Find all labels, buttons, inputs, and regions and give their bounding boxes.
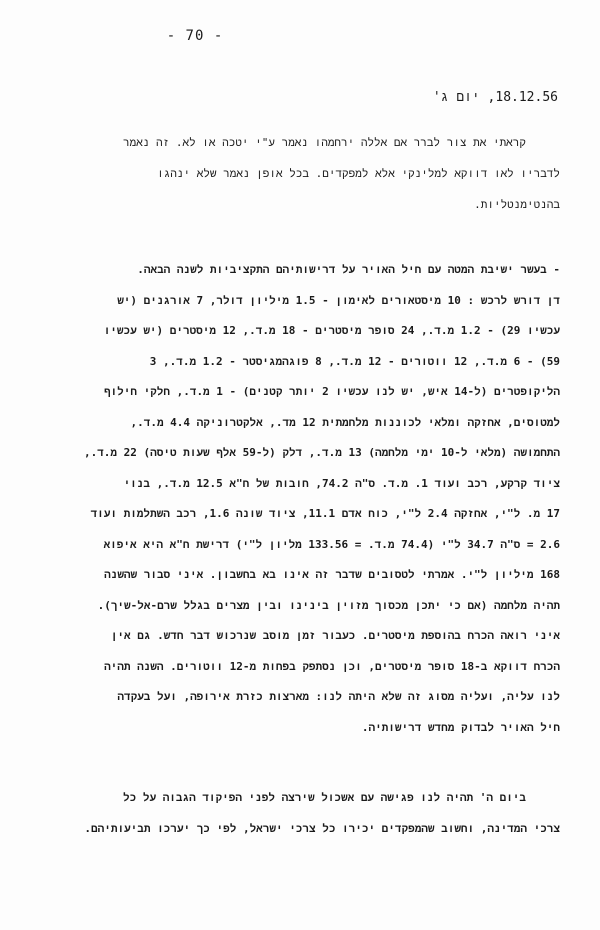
paragraph-line: עכשיו 29) - 1.2 מ.ד., 24 סופר מיסטרים - 18 מ.ד., 12 מיסטרים (יש עכשיו [103,324,560,337]
paragraph-line: בהנטימנטליות. [474,198,560,211]
paragraph-line: איני רואה הכרח בהוספת מיסטרים. כעבור זמן מוסב שנרכוש דבר חדש. גם אין [110,629,560,642]
paragraph-line: הכרח דווקא ב-18 סופר מיסטרים, וכן נסתפק בפחות מ-12 ווטורים. השנה תהיה [104,659,560,673]
paragraph-line: הליקופטרים (ל-14 איש, יש לנו עכשיו 2 יותר קטנים) - 1 מ.ד., חלקי חילוף [103,385,560,398]
paragraph-air-force-budget [84,255,560,743]
paragraph-line: למטוסים, אחזקה ומלאי לכוננות מלחמתית 12 מד., אלקטרוניקה 4.4 מ.ד., [130,415,560,429]
paragraph-line: 17 מ. ל"י, אחזקה 2.4 ל"י, כוח אדם 11.1, ציוד שונה 1.6, רכב השתלמות ועוד [90,507,560,520]
diary-date-heading: 18.12.56, יום ג' [432,90,558,105]
paragraph-line: ציוד קרקע, רכב ועוד 1. מ.ד. ס"ה 74.2, חובות של ח"א 12.5 מ.ד., בנוי [123,476,560,490]
paragraph-line: קראתי את צור לברר אם אללה ירחמהו נאמר ע"י יטכה או לא. זה נאמר [123,136,526,149]
paragraph-line: לדבריו לאו דווקא למלינקי אלא למפקדים. בכל אופן נאמר שלא ינהגו [157,167,560,180]
paragraph-line: 2.6 = ס"ה 34.7 ל"י (74.4 מ.ד. = 133.56 מליון ל"י) דרישת ח"א היא איפוא [103,537,560,551]
paragraph-line: תהיה מלחמה (אם כי יתכן מכסוך מזוין בינינו ובין מצרים בגלל שרם-אל-שיך). [97,598,560,612]
paragraph-line: התחמושה (מלאי ל-10 ימי מלחמה) 13 מ.ד., דלק (ל-59 אלף שעות טיסה) 22 מ.ד., [83,446,560,459]
paragraph-line: ביום ה' תהיה לנו פגישה עם אשכול שירצה לפני הפיקוד הגבוה על כל [123,791,526,804]
paragraph-line: - בעשר ישיבת המטה עם חיל האויר על דרישותיהם התקציביות לשנה הבאה. [137,263,560,276]
paragraph-line: חיל האויר לבדוק מחדש דרישותיה. [361,720,560,734]
paragraph-line: 59) - 6 מ.ד., 12 ווטורים - 12 מ.ד., 8 פוגהמגיסטר - 1.2 מ.ד., 3 [149,354,560,368]
paragraph-line: צרכי המדינה, וחשוב שהמפקדים יכירו כל צרכי ישראל, לפי כך יערכו תביעותיהם. [84,822,560,835]
page-number: - 70 - [166,28,224,44]
paragraph-line: לנו עליה, ועליה מסוג זה שלא היתה לנו: מארצות כזרת אירופה, ועל בעקדה [117,690,560,703]
paragraph-line: דן דורש לרכש : 10 מיסטאורים לאימון - 1.5 מיליון דולר, 7 אורגנים (יש [117,293,560,307]
paragraph-eshkol-meeting [84,782,560,844]
paragraph-tzur-question [123,127,560,220]
paragraph-line: 168 מיליון ל"י. אמרתי לטסובים שדבר זה אינו בא בחשבון. איני סבור שהשנה [104,568,560,581]
